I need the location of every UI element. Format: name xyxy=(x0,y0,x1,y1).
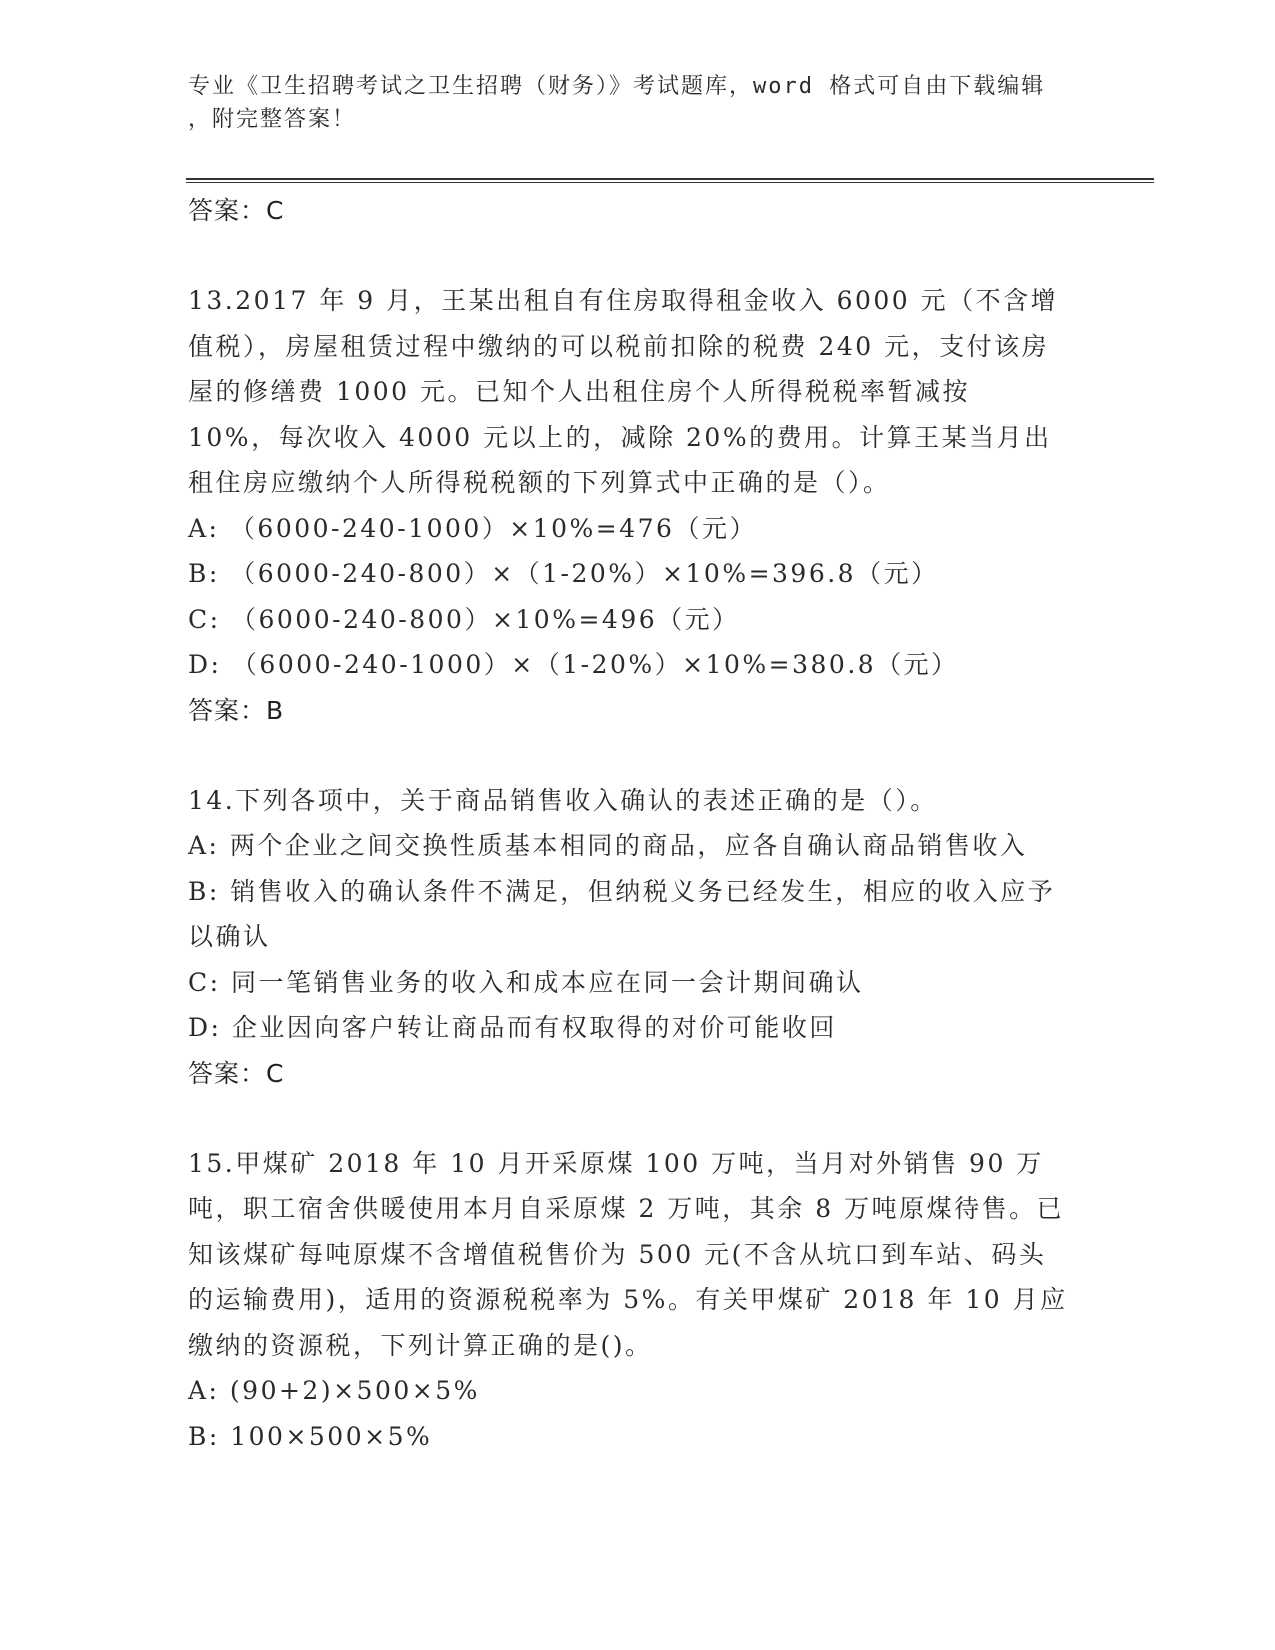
question-14-answer: 答案：C xyxy=(188,1058,285,1088)
question-14-option-d: D: 企业因向客户转让商品而有权取得的对价可能收回 xyxy=(188,1013,837,1042)
header-line-2: ，附完整答案！ xyxy=(188,107,357,132)
previous-answer: 答案：C xyxy=(188,196,285,225)
page-header xyxy=(188,70,1068,136)
spacer xyxy=(188,734,1088,778)
spacer xyxy=(188,1097,1088,1141)
question-14-option-a: A: 两个企业之间交换性质基本相同的商品，应各自确认商品销售收入 xyxy=(188,831,1028,860)
question-15 xyxy=(188,1141,1088,1460)
question-15-option-a: A: (90+2)×500×5% xyxy=(188,1376,480,1405)
question-14-text: 14.下列各项中，关于商品销售收入确认的表述正确的是（）。 xyxy=(188,785,938,815)
question-14-option-b: B: 销售收入的确认条件不满足，但纳税义务已经发生，相应的收入应予以确认 xyxy=(188,876,1056,951)
question-13 xyxy=(188,278,1088,734)
question-13-answer: 答案：B xyxy=(188,695,285,725)
question-list xyxy=(188,188,1088,1459)
question-13-option-d: D: （6000-240-1000）×（1-20%）×10%=380.8（元） xyxy=(188,650,959,679)
question-14-option-c: C: 同一笔销售业务的收入和成本应在同一会计期间确认 xyxy=(188,967,864,997)
header-divider xyxy=(186,178,1154,183)
question-15-text: 15.甲煤矿 2018 年 10 月开采原煤 100 万吨，当月对外销售 90 万吨，职工宿舍供暖使用本月自采原煤 2 万吨，其余 8 万吨原煤待售。已知该煤矿每吨原煤不含增值税售价为 500 元(不含从坑口到车站、码头的运输费用)，适用的资源税税率为 5%。有关甲煤矿 2018 年 10 月应缴纳的资源税，下列计算正确的是()。 xyxy=(188,1148,1068,1360)
question-13-text: 13.2017 年 9 月，王某出租自有住房取得租金收入 6000 元（不含增值税），房屋租赁过程中缴纳的可以税前扣除的税费 240 元，支付该房屋的修缮费 1000 元。已知个人出租住房个人所得税税率暂减按 10%，每次收入 4000 元以上的，减除 20%的费用。计算王某当月出租住房应缴纳个人所得税税额的下列算式中正确的是（）。 xyxy=(188,286,1059,497)
question-13-option-a: A: （6000-240-1000）×10%=476（元） xyxy=(188,513,757,543)
question-14 xyxy=(188,778,1088,1097)
question-13-option-c: C: （6000-240-800）×10%=496（元） xyxy=(188,604,740,634)
question-15-option-b: B: 100×500×5% xyxy=(188,1421,433,1451)
header-line-1: 专业《卫生招聘考试之卫生招聘（财务）》考试题库，word 格式可自由下载编辑 xyxy=(188,74,1046,99)
question-13-option-b: B: （6000-240-800）×（1-20%）×10%=396.8（元） xyxy=(188,559,939,588)
spacer xyxy=(188,234,1088,278)
